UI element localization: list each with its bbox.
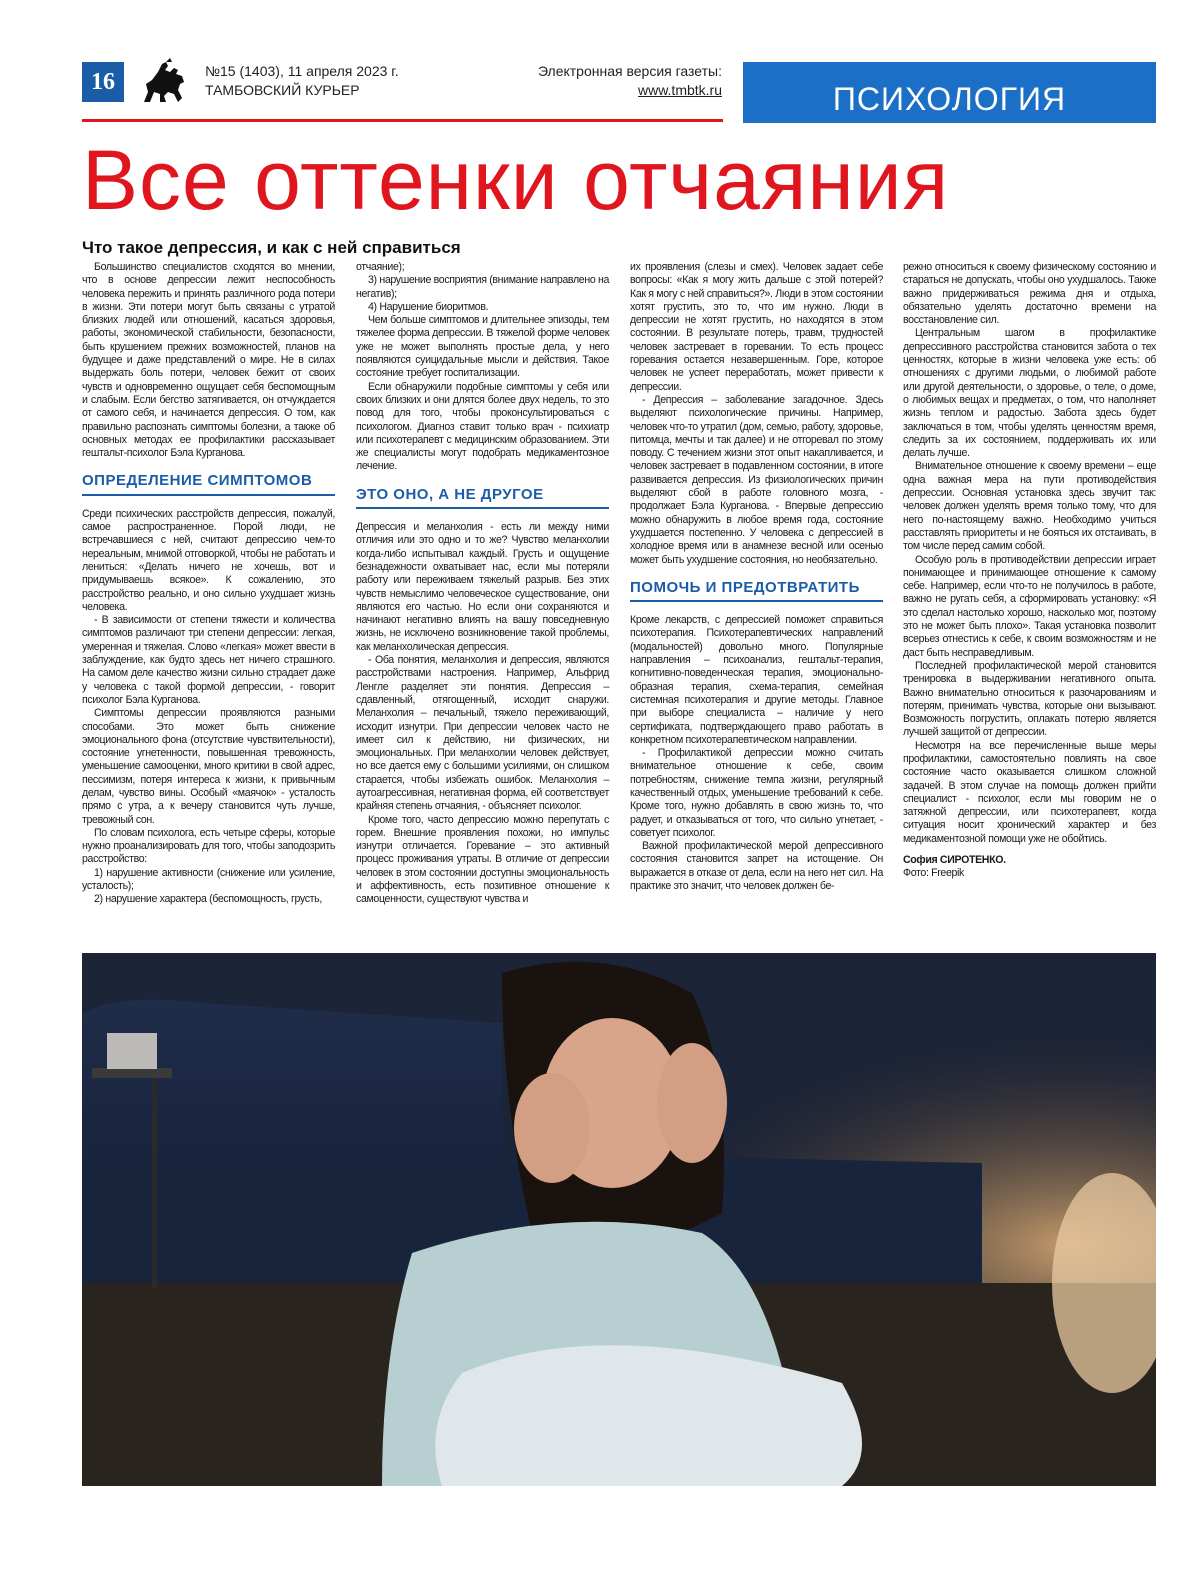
paragraph: - В зависимости от степени тяжести и количества симптомов различают три степени депрессии: легкая, умеренная и тяжелая. Слово «легкая» может ввести в заблуждение, как будто здесь нет ничего страшного. На самом деле качество жизни сильно страдает даже у человека с такой формой депрессии, - говорит психолог Бэла Курганова.: [82, 614, 335, 706]
photo-credit: Фото: Freepik: [903, 867, 964, 880]
paragraph: Особую роль в противодействии депрессии играет понимающее и принимающее отношение к самому себе. Например, если что-то не получилось в работе, важно не ругать себя, а сформировать установку: «Я это сделал настолько хорошо, насколько мог, поэтому это не может быть плохо». Такая установка позволит всерьез отнестись к себе, к своим возможностям и не даст быть несправедливым.: [903, 553, 1156, 659]
paragraph: 1) нарушение активности (снижение или усиление, усталость);: [82, 866, 335, 893]
byline: [903, 854, 1156, 881]
paragraph: Депрессия и меланхолия - есть ли между ними отличия или это одно и то же? Чувство меланхолии когда-либо испытывал каждый. Грусть и ощущение безнадежности охватывает нас, если мы потеряли работу или переживаем тяжелый разрыв. Без этих чувств немыслимо человеческое существование, они являются его частью. Но если они сохраняются и начинают негативно влиять на вашу повседневную жизнь, не исключено возникновение такой проблемы, как меланхолическая депрессия.: [356, 521, 609, 653]
paragraph: их проявления (слезы и смех). Человек задает себе вопросы: «Как я могу жить дальше с этой потерей? Как я могу с ней справиться?». Люди в этом состоянии хотят грустить, это то, что им нужно. Люди в депрессии не хотят грустить, но находятся в этом состоянии. В результате потерь, травм, трудностей человек застревает в горевании. То есть процесс горевания остается незавершенным. Горе, которое человек не успеет переработать, может привести к депрессии.: [630, 261, 883, 393]
electronic-version: [538, 62, 722, 100]
header-divider: [82, 119, 723, 122]
section-rubric: ПСИХОЛОГИЯ: [743, 62, 1156, 123]
paragraph: Последней профилактической мерой становится тренировка в выдерживании негативного опыта. Важно внимательно относиться к разочарованиям и потерям, принимать чувства, которые они вызывают. Возможность погрустить, оплакать потерю является лучшей защитой от депрессии.: [903, 659, 1156, 739]
paragraph: Важной профилактической мерой депрессивного состояния становится запрет на истощение. Он выражается в отказе от дела, если на него нет сил. На практике это значит, что человек должен бе-: [630, 840, 883, 893]
issue-line: №15 (1403), 11 апреля 2023 г.: [205, 63, 399, 79]
article-column-1: [82, 261, 335, 907]
article-headline: Все оттенки отчаяния: [82, 133, 950, 227]
paragraph: - Депрессия – заболевание загадочное. Здесь выделяют психологические причины. Например, человек что-то утратил (дом, семью, работу, здоровье, питомца, мечты и так далее) и не отгоревал по этому поводу. С течением жизни этот опыт накапливается, и человек застревает в подавленном состоянии, в итоге развивается депрессия. Из физиологических причин выделяют сбой в работе головного мозга, - продолжает Бэла Курганова. - Впервые депрессию можно обнаружить в любое время года, состояние ухудшается постепенно. У человека с депрессией в холодное время или в анамнезе весной или осенью может быть ухудшение состояния, но необязательно.: [630, 393, 883, 566]
paragraph: 4) Нарушение биоритмов.: [368, 300, 489, 313]
paragraph: Большинство специалистов сходятся во мнении, что в основе депрессии лежит неспособность человека пережить и принять различного рода потери в жизни. Эти потери могут быть связаны с утратой близких людей или отношений, касаться здоровья, работы, экономической стабильности, безопасности, быть крушением прежних возможностей, планов на будущее и даже представлений о мире. Не в силах выдержать боль потери, человек бежит от своих чувств и одновременно ощущает себя беспомощным и слабым. Если бегство затягивается, он отчуждается от самого себя, и начинается депрессия. О том, как правильно распознать симптомы болезни, а также об основных методах ее профилактики рассказывает гештальт-психолог Бэла Курганова.: [82, 261, 335, 460]
article-column-2: [356, 261, 609, 907]
paragraph: Центральным шагом в профилактике депрессивного расстройства становится забота о тех ценностях, которые в жизни человека уже есть: об отношениях с другими людьми, о любимой работе или другой деятельности, о здоровье, о теле, о доме, о любимых вещах и предметах, о том, что наполняет жизнь теплом и радостью. Забота здесь будет заключаться в том, чтобы уделять ценностям время, следить за их состоянием, поддерживать их или делать лучше.: [903, 327, 1156, 460]
horse-rider-logo-icon: [138, 58, 190, 106]
paragraph: Если обнаружили подобные симптомы у себя или своих близких и они длятся более двух недель, то это повод для того, чтобы проконсультироваться с психологом. Диагноз ставит только врач - психиатр или психотерапевт с медицинским образованием. Эти же специалисты могут подобрать медикаментозное лечение.: [356, 380, 609, 473]
photo-illustration: [82, 953, 1156, 1486]
paragraph: Кроме того, часто депрессию можно перепутать с горем. Внешние проявления похожи, но импульс изнутри отличается. Горевание – это активный процесс проживания утраты. В отличие от депрессии человек в этом состоянии доступны эмоциональность и аффективность, есть позитивное отношение к самоценности, существуют чувства и: [356, 813, 609, 906]
article-column-3: [630, 261, 883, 893]
paragraph: Симптомы депрессии проявляются разными способами. Это может быть снижение эмоционального фона (отсутствие чувствительности), состояние угнетенности, повышенная тревожность, уменьшение самооценки, много критики в свой адрес, пессимизм, потеря интереса к жизни, к привычным делам, чувство вины. Особый «маячок» - усталость прямо с утра, а к вечеру становится чуть лучше, тревожный сон.: [82, 707, 335, 826]
paragraph: - Оба понятия, меланхолия и депрессия, являются расстройствами настроения. Например, Альфрид Ленгле разделяет эти понятия. Депрессия – сдавленный, отягощенный, исходит снаружи. Меланхолия – печальный, тяжело переживающий, исходит изнутри. При депрессии человек часто не имеет сил к действию, ни физических, ни эмоциональных. При меланхолии человек действует, но все дается ему с большими усилиями, он слишком старается, чтобы избежать ошибок. Меланхолия – аутоагрессивная, негативная форма, ей соответствует крайняя степень отчаяния, - объясняет психолог.: [356, 654, 609, 813]
paragraph: Кроме лекарств, с депрессией поможет справиться психотерапия. Психотерапевтических направлений (модальностей) довольно много. Популярные направления – психоанализ, гештальт-терапия, когнитивно-поведенческая терапия, эмоционально-образная терапия, схема-терапия, семейная системная психотерапия и другие методы. Главное при выборе специалиста – наличие у него сертификата, подтверждающего право работать в конкретном психотерапевтическом направлении.: [630, 614, 883, 746]
paragraph: 3) нарушение восприятия (внимание направлено на негатив);: [356, 274, 609, 300]
section-heading-prevention: ПОМОЧЬ И ПРЕДОТВРАТИТЬ: [630, 581, 883, 602]
paragraph: Внимательное отношение к своему времени – еще одна важная мера на пути противодействия депрессии. Основная установка здесь звучит так: человек должен уделять время только тому, что для него по-настоящему важно. Необходимо учиться расставлять приоритеты и не бояться их отстаивать, в том числе перед самим собой.: [903, 460, 1156, 553]
issue-info: [205, 62, 399, 100]
page-number: 16: [82, 62, 124, 102]
electronic-version-label: Электронная версия газеты:: [537, 63, 722, 79]
article-subtitle: Что такое депрессия, и как с ней справиться: [82, 238, 461, 257]
paragraph: Чем больше симптомов и длительнее эпизоды, тем тяжелее форма депрессии. В тяжелой форме человек уже не может выполнять простые дела, у него появляются суицидальные мысли и действия. Такое состояние требует госпитализации.: [356, 314, 609, 380]
section-heading-symptoms: ОПРЕДЕЛЕНИЕ СИМПТОМОВ: [82, 474, 335, 495]
paragraph: Несмотря на все перечисленные выше меры профилактики, самостоятельно повлиять на свое состояние часто оказывается слишком сложной задачей. В этом случае на помощь должен прийти специалист - психолог, если мы говорим не о затяжной депрессии, или психотерапевт, когда ситуация носит хронический характер и без медикаментозной помощи уже не обойтись.: [903, 739, 1156, 845]
paragraph: 2) нарушение характера (беспомощность, грусть,: [94, 893, 322, 906]
paragraph: режно относиться к своему физическому состоянию и стараться не допускать, чтобы оно ухудшалось. Также важно придерживаться режима дня и отдыха, обязательно уделять достаточно времени на восстановление сил.: [903, 261, 1156, 327]
section-heading-melancholy: ЭТО ОНО, А НЕ ДРУГОЕ: [356, 488, 609, 509]
website-link[interactable]: www.tmbtk.ru: [637, 82, 722, 98]
paper-name: ТАМБОВСКИЙ КУРЬЕР: [205, 82, 360, 98]
paragraph: - Профилактикой депрессии можно считать внимательное отношение к себе, своим потребностям, снижение темпа жизни, регулярный качественный отдых, уменьшение требований к себе. Кроме того, нужно добавлять в свою жизнь то, что радует, и отказываться от того, что сильно угнетает, - советует психолог.: [630, 747, 883, 839]
author-name: София СИРОТЕНКО.: [903, 854, 1006, 867]
paragraph: Среди психических расстройств депрессия, пожалуй, самое распространенное. Порой люди, не встречавшиеся с ней, считают депрессию чем-то нереальным, мнимой отговоркой, чтобы не работать и лениться: «Делать ничего не хочешь, вот и придумываешь всякое». К сожалению, это расстройство реально, и оно сильно ухудшает жизнь человека.: [82, 507, 335, 613]
paragraph: отчаяние);: [356, 261, 405, 273]
article-column-4: [903, 261, 1156, 881]
article-photo: [82, 953, 1156, 1486]
paragraph: По словам психолога, есть четыре сферы, которые нужно проанализировать для того, чтобы заподозрить расстройство:: [82, 826, 335, 866]
